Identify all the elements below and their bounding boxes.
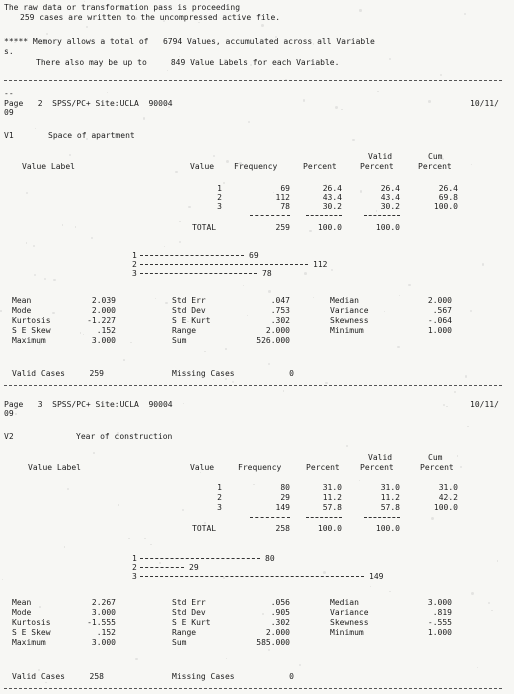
row-percent: 11.2: [322, 493, 342, 502]
scan-noise: [64, 546, 66, 548]
row-valid-percent: 43.4: [380, 193, 400, 202]
row-valid-percent: 31.0: [380, 483, 400, 492]
scan-noise: [62, 224, 63, 225]
scan-noise: [323, 571, 326, 574]
row-frequency: 78: [280, 202, 290, 211]
total-percent: 100.0: [317, 223, 342, 232]
row-percent: 26.4: [322, 184, 342, 193]
row-cum-percent: 42.2: [438, 493, 458, 502]
scan-noise: [135, 658, 137, 660]
stat-label: Mean: [12, 598, 32, 607]
scan-noise: [283, 390, 285, 392]
scan-noise: [155, 298, 156, 299]
stat-label: Maximum: [12, 638, 46, 647]
row-cum-percent: 26.4: [438, 184, 458, 193]
scan-noise: [443, 404, 445, 406]
total-valid-percent: 100.0: [375, 223, 400, 232]
scan-noise: [223, 577, 225, 579]
subtotal-rule: [306, 215, 342, 216]
scan-noise: [389, 58, 391, 60]
scan-noise: [408, 284, 411, 287]
total-frequency: 259: [275, 223, 290, 232]
scan-noise: [359, 9, 361, 11]
histogram-bar-label: 2: [132, 260, 137, 269]
scan-noise: [83, 334, 84, 335]
row-percent: 30.2: [322, 202, 342, 211]
histogram-bar: [140, 558, 260, 559]
scan-noise: [488, 602, 490, 604]
row-value: 1: [217, 184, 222, 193]
scan-noise: [182, 509, 184, 511]
stat-value: -1.227: [87, 316, 116, 325]
scan-noise: [0, 310, 2, 312]
stat-value: .152: [96, 326, 116, 335]
page-header: Page 2 SPSS/PC+ Site:UCLA 90004: [4, 99, 173, 108]
scan-noise: [389, 591, 391, 593]
scan-noise: [134, 17, 137, 20]
page-year: 09: [4, 409, 14, 418]
stat-label: Median: [330, 296, 359, 305]
scan-noise: [268, 290, 271, 293]
stat-label: Mode: [12, 306, 32, 315]
stat-label: Mode: [12, 608, 32, 617]
scan-noise: [46, 33, 48, 35]
row-value: 3: [217, 503, 222, 512]
histogram-bar-label: 1: [132, 554, 137, 563]
histogram-bar-label: 3: [132, 269, 137, 278]
histogram-bar-label: 1: [132, 251, 137, 260]
col-value-label: Value Label: [22, 162, 75, 171]
stat-label: Range: [172, 326, 197, 335]
scan-noise: [93, 452, 95, 454]
scan-noise: [454, 391, 456, 393]
scan-noise: [313, 297, 315, 299]
scan-noise: [86, 26, 89, 29]
scan-noise: [248, 121, 250, 123]
dashes-marker: --: [4, 89, 14, 98]
col-value: Value: [190, 463, 215, 472]
col-percent: Percent: [303, 162, 337, 171]
scan-noise: [39, 606, 41, 608]
scan-noise: [341, 109, 342, 110]
row-value: 3: [217, 202, 222, 211]
stat-value: .302: [270, 316, 290, 325]
page-divider: [4, 385, 502, 386]
page-date: 10/11/: [470, 400, 499, 409]
variable-name: V2: [4, 432, 14, 441]
scan-noise: [397, 346, 400, 349]
stat-label: Median: [330, 598, 359, 607]
row-valid-percent: 11.2: [380, 493, 400, 502]
scan-noise: [75, 226, 76, 227]
scan-noise: [35, 128, 36, 129]
scan-noise: [477, 667, 478, 668]
row-value: 1: [217, 483, 222, 492]
scan-noise: [460, 466, 462, 468]
stat-value: .819: [432, 608, 452, 617]
scan-noise: [224, 59, 227, 62]
scan-noise: [346, 445, 348, 447]
total-label: TOTAL: [192, 524, 217, 533]
stat-label: S E Skew: [12, 326, 51, 335]
histogram-bar-value: 69: [249, 251, 259, 260]
scan-noise: [84, 1, 85, 2]
scan-noise: [243, 285, 244, 286]
stat-label: Std Dev: [172, 306, 206, 315]
scan-noise: [11, 370, 12, 371]
scan-noise: [360, 190, 363, 193]
total-label: TOTAL: [192, 223, 217, 232]
stat-value: 2.000: [91, 306, 116, 315]
scan-noise: [198, 568, 199, 569]
stat-value: .567: [432, 306, 452, 315]
valid-cases-label: Valid Cases: [12, 672, 65, 681]
missing-cases: 0: [289, 369, 294, 378]
scan-noise: [399, 295, 400, 296]
histogram-bar-value: 29: [189, 563, 199, 572]
scan-noise: [107, 92, 108, 93]
row-value: 2: [217, 193, 222, 202]
stat-value: .753: [270, 306, 290, 315]
stat-value: 2.267: [91, 598, 116, 607]
histogram-bar-value: 149: [369, 572, 384, 581]
stat-value: 3.000: [91, 608, 116, 617]
scan-noise: [179, 241, 182, 244]
scan-noise: [440, 74, 442, 76]
scan-noise: [34, 274, 37, 277]
scan-noise: [198, 22, 199, 23]
stat-label: Maximum: [12, 336, 46, 345]
stat-label: Range: [172, 628, 197, 637]
scan-noise: [428, 100, 431, 103]
stat-value: -1.555: [87, 618, 116, 627]
scan-noise: [370, 586, 371, 587]
scan-noise: [164, 246, 165, 247]
scan-noise: [91, 237, 94, 240]
scan-noise: [225, 348, 226, 349]
scan-noise: [179, 221, 181, 223]
page-divider: [4, 80, 502, 81]
scan-noise: [268, 363, 270, 365]
stat-label: Skewness: [330, 316, 369, 325]
missing-cases-label: Missing Cases: [172, 369, 235, 378]
scan-noise: [352, 139, 355, 142]
scan-noise: [53, 279, 56, 282]
scan-noise: [261, 24, 264, 27]
missing-cases: 0: [289, 672, 294, 681]
stat-value: 2.000: [427, 296, 452, 305]
col-frequency: Frequency: [238, 463, 282, 472]
scan-noise: [471, 592, 474, 595]
histogram-bar-value: 78: [262, 269, 272, 278]
row-value: 2: [217, 493, 222, 502]
scan-noise: [144, 538, 146, 540]
row-frequency: 69: [280, 184, 290, 193]
status-line-1: The raw data or transformation pass is proceeding: [4, 3, 241, 12]
stat-value: .302: [270, 618, 290, 627]
scan-noise: [188, 206, 190, 208]
scan-noise: [150, 544, 151, 545]
row-cum-percent: 69.8: [438, 193, 458, 202]
col-percent: Percent: [306, 463, 340, 472]
scan-noise: [325, 382, 327, 384]
stat-label: Skewness: [330, 618, 369, 627]
scan-noise: [325, 184, 327, 186]
row-valid-percent: 26.4: [380, 184, 400, 193]
scan-noise: [117, 432, 119, 434]
stat-value: 2.000: [265, 326, 290, 335]
histogram-bar-label: 2: [132, 563, 137, 572]
stat-label: S E Kurt: [172, 316, 211, 325]
page-year: 09: [4, 108, 14, 117]
scan-noise: [448, 497, 450, 499]
total-valid-percent: 100.0: [375, 524, 400, 533]
row-frequency: 112: [275, 193, 290, 202]
scan-noise: [15, 413, 17, 415]
variable-name: V1: [4, 131, 14, 140]
scan-noise: [303, 99, 306, 102]
scan-noise: [464, 13, 466, 15]
scan-noise: [299, 664, 301, 666]
stat-value: 1.000: [427, 326, 452, 335]
scan-noise: [384, 311, 385, 312]
scan-noise: [200, 472, 201, 473]
scan-noise: [225, 378, 227, 380]
subtotal-rule: [250, 215, 290, 216]
scan-noise: [268, 649, 270, 651]
missing-cases-label: Missing Cases: [172, 672, 235, 681]
row-valid-percent: 57.8: [380, 503, 400, 512]
scan-noise: [226, 658, 227, 659]
scan-noise: [304, 272, 307, 275]
scan-noise: [86, 138, 88, 140]
scan-noise: [331, 269, 333, 271]
stat-label: Variance: [330, 306, 369, 315]
row-cum-percent: 100.0: [433, 503, 458, 512]
scan-noise: [223, 182, 225, 184]
scan-noise: [165, 302, 168, 305]
scan-noise: [175, 171, 178, 174]
stat-label: Kurtosis: [12, 618, 51, 627]
stat-label: Sum: [172, 336, 187, 345]
scan-noise: [446, 406, 447, 407]
row-cum-percent: 100.0: [433, 202, 458, 211]
valid-cases: 258: [89, 672, 104, 681]
total-frequency: 258: [275, 524, 290, 533]
histogram-bar-value: 112: [313, 260, 328, 269]
histogram-bar: [140, 273, 257, 274]
scan-noise: [109, 403, 111, 405]
scan-noise: [497, 560, 499, 562]
scan-noise: [123, 359, 125, 361]
scan-noise: [226, 160, 229, 163]
scan-noise: [45, 682, 47, 684]
stat-value: 3.000: [91, 336, 116, 345]
scan-noise: [26, 242, 27, 243]
scan-noise: [335, 106, 338, 109]
stat-value: 2.000: [265, 628, 290, 637]
status-line-2: 259 cases are written to the uncompressed active file.: [20, 13, 281, 22]
scan-noise: [128, 538, 130, 540]
row-frequency: 149: [275, 503, 290, 512]
value-labels-line: There also may be up to 849 Value Labels for each Variable.: [36, 58, 340, 67]
scan-noise: [33, 245, 35, 247]
col-valid: Valid: [368, 152, 393, 161]
row-frequency: 29: [280, 493, 290, 502]
scan-noise: [26, 192, 28, 194]
valid-cases: 259: [89, 369, 104, 378]
row-percent: 57.8: [322, 503, 342, 512]
row-cum-percent: 31.0: [438, 483, 458, 492]
histogram-bar: [140, 567, 184, 568]
histogram-bar: [140, 576, 364, 577]
variable-label: Year of construction: [76, 432, 173, 441]
stat-value: 585.000: [256, 638, 290, 647]
stat-value: -.064: [427, 316, 452, 325]
scan-noise: [467, 426, 468, 427]
subtotal-rule: [364, 517, 400, 518]
scan-noise: [232, 381, 234, 383]
scan-noise: [69, 154, 71, 156]
scan-noise: [470, 310, 473, 313]
scan-noise: [315, 68, 316, 69]
stat-label: Std Err: [172, 598, 206, 607]
scan-noise: [183, 403, 184, 404]
row-valid-percent: 30.2: [380, 202, 400, 211]
scan-noise: [491, 610, 493, 612]
col-cum-percent: Percent: [420, 463, 454, 472]
scan-noise: [309, 230, 312, 233]
scan-noise: [213, 379, 214, 380]
row-frequency: 80: [280, 483, 290, 492]
stat-value: 1.000: [427, 628, 452, 637]
stat-value: .152: [96, 628, 116, 637]
stat-label: Std Err: [172, 296, 206, 305]
stat-label: Mean: [12, 296, 32, 305]
col-cum: Cum: [428, 152, 443, 161]
col-cum: Cum: [428, 453, 443, 462]
scan-noise: [2, 579, 3, 580]
histogram-bar-value: 80: [265, 554, 275, 563]
scan-noise: [160, 15, 162, 17]
subtotal-rule: [306, 517, 342, 518]
scan-noise: [143, 117, 145, 119]
scan-noise: [465, 375, 468, 378]
col-valid-percent: Percent: [360, 463, 394, 472]
page-header: Page 3 SPSS/PC+ Site:UCLA 90004: [4, 400, 173, 409]
stat-value: .905: [270, 608, 290, 617]
stat-label: Variance: [330, 608, 369, 617]
page-date: 10/11/: [470, 99, 499, 108]
scan-noise: [471, 164, 472, 165]
histogram-bar: [140, 255, 244, 256]
scan-noise: [168, 106, 170, 108]
scan-noise: [67, 488, 69, 490]
histogram-bar: [140, 264, 308, 265]
scan-noise: [118, 504, 120, 506]
stat-value: 526.000: [256, 336, 290, 345]
scan-noise: [44, 278, 46, 280]
stat-value: .047: [270, 296, 290, 305]
scan-noise: [457, 455, 458, 456]
scan-noise: [431, 517, 434, 520]
subtotal-rule: [250, 517, 290, 518]
scan-noise: [359, 480, 360, 481]
stat-value: .056: [270, 598, 290, 607]
scan-noise: [130, 342, 131, 343]
row-percent: 43.4: [322, 193, 342, 202]
stat-label: Minimum: [330, 628, 364, 637]
stat-label: S E Kurt: [172, 618, 211, 627]
scan-noise: [159, 562, 161, 564]
scan-noise: [167, 70, 168, 71]
scan-noise: [204, 351, 206, 353]
stat-value: -.555: [427, 618, 452, 627]
scan-noise: [273, 192, 274, 193]
variable-label: Space of apartment: [48, 131, 135, 140]
memory-line: ***** Memory allows a total of 6794 Values, accumulated across all Variable: [4, 37, 375, 46]
col-value-label: Value Label: [28, 463, 81, 472]
stat-label: Kurtosis: [12, 316, 51, 325]
col-frequency: Frequency: [234, 162, 278, 171]
memory-line-continued: s.: [4, 47, 14, 56]
stat-label: Minimum: [330, 326, 364, 335]
row-percent: 31.0: [322, 483, 342, 492]
col-valid: Valid: [368, 453, 393, 462]
stat-label: Std Dev: [172, 608, 206, 617]
total-percent: 100.0: [317, 524, 342, 533]
stat-label: Sum: [172, 638, 187, 647]
scan-noise: [52, 312, 54, 314]
scan-noise: [247, 315, 248, 316]
scan-noise: [213, 155, 215, 157]
stat-label: S E Skew: [12, 628, 51, 637]
col-valid-percent: Percent: [360, 162, 394, 171]
histogram-bar-label: 3: [132, 572, 137, 581]
col-cum-percent: Percent: [418, 162, 452, 171]
subtotal-rule: [364, 215, 400, 216]
scan-noise: [285, 79, 287, 81]
stat-value: 2.039: [91, 296, 116, 305]
scan-noise: [38, 669, 40, 671]
scan-noise: [482, 263, 485, 266]
stat-value: 3.000: [427, 598, 452, 607]
col-value: Value: [190, 162, 215, 171]
page-divider: [4, 688, 502, 689]
valid-cases-label: Valid Cases: [12, 369, 65, 378]
scan-noise: [377, 91, 378, 92]
stat-value: 3.000: [91, 638, 116, 647]
